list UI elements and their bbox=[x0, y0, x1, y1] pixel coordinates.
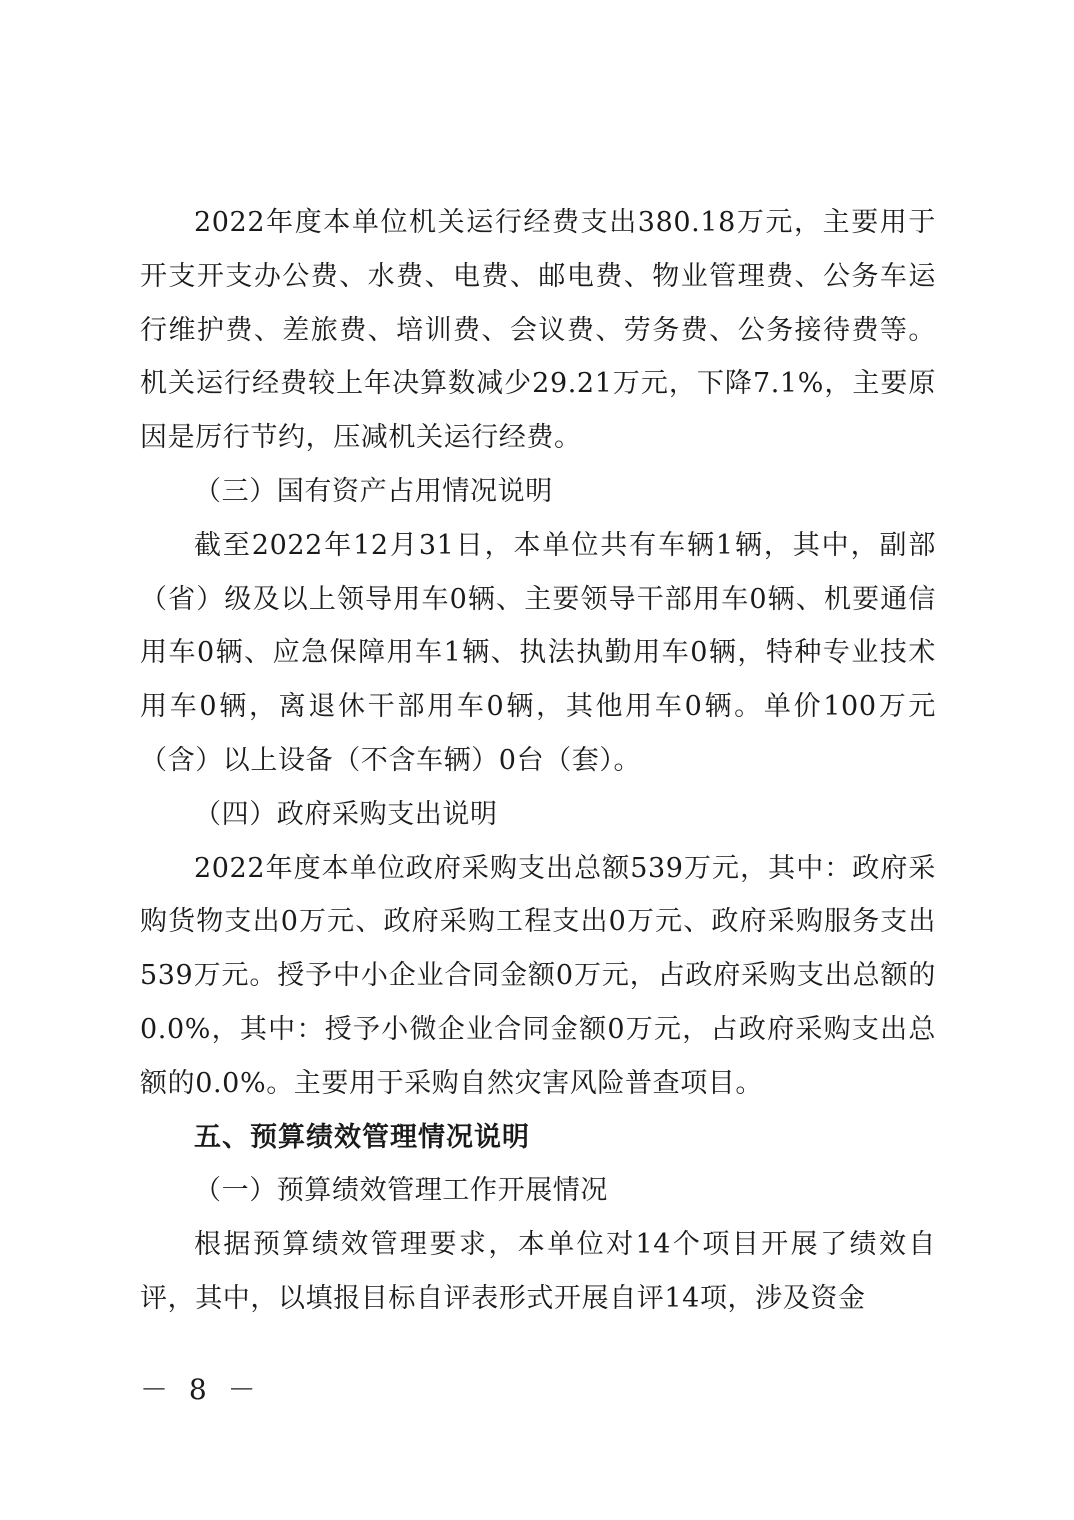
paragraph-performance-work: 根据预算绩效管理要求，本单位对14个项目开展了绩效自评，其中，以填报目标自评表形式开展自评14项，涉及资金 bbox=[140, 1229, 936, 1314]
paragraph-state-assets: 截至2022年12月31日，本单位共有车辆1辆，其中，副部（省）级及以上领导用车0辆、主要领导干部用车0辆、机要通信用车0辆、应急保障用车1辆、执法执勤用车0辆，特种专业技术用车0辆，离退休干部用车0辆，其他用车0辆。单价100万元（含）以上设备（不含车辆）0台（套）。 bbox=[140, 529, 936, 776]
document-body bbox=[140, 196, 936, 1326]
paragraph-operating-expenses: 2022年度本单位机关运行经费支出380.18万元，主要用于开支开支办公费、水费、电费、邮电费、物业管理费、公务车运行维护费、差旅费、培训费、会议费、劳务费、公务接待费等。机关运行经费较上年决算数减少29.21万元，下降7.1%，主要原因是厉行节约，压减机关运行经费。 bbox=[140, 207, 936, 454]
section-heading-performance: 五、预算绩效管理情况说明 bbox=[194, 1121, 530, 1153]
subheading-state-assets: （三）国有资产占用情况说明 bbox=[194, 475, 553, 507]
page-number: － 8 － bbox=[140, 1373, 262, 1406]
paragraph-government-procurement: 2022年度本单位政府采购支出总额539万元，其中：政府采购货物支出0万元、政府采购工程支出0万元、政府采购服务支出539万元。授予中小企业合同金额0万元，占政府采购支出总额的0.0%，其中：授予小微企业合同金额0万元，占政府采购支出总额的0.0%。主要用于采购自然灾害风险普查项目。 bbox=[140, 852, 936, 1099]
subheading-government-procurement: （四）政府采购支出说明 bbox=[194, 798, 498, 830]
subheading-performance-work: （一）预算绩效管理工作开展情况 bbox=[194, 1175, 608, 1207]
